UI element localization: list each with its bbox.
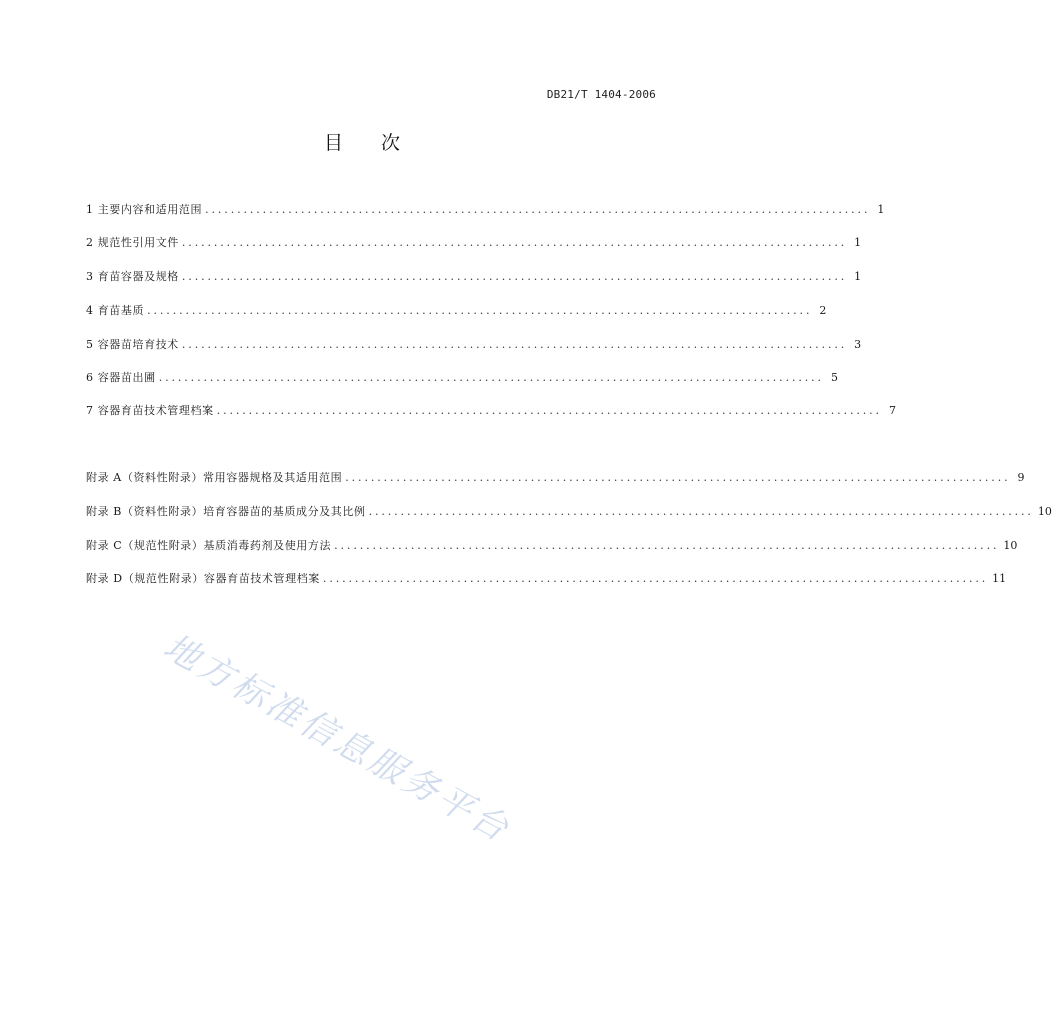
toc-entry-label: 4 育苗基质 xyxy=(86,304,145,317)
toc-entry-page: 2 xyxy=(819,304,827,317)
dot-leader: ........................................................................................................ xyxy=(181,338,848,351)
toc-entry-page: 5 xyxy=(830,371,838,384)
dot-leader: ........................................................................................................ xyxy=(181,236,848,249)
toc-entry-page: 9 xyxy=(1017,471,1025,484)
toc-entry-appendix-d[interactable] xyxy=(86,571,1007,587)
watermark: 地方标准信息服务平台 xyxy=(156,626,518,852)
toc-entry-chapter-5[interactable] xyxy=(86,337,862,353)
toc-entry-chapter-2[interactable] xyxy=(86,235,862,251)
dot-leader: ........................................................................................................ xyxy=(216,404,882,417)
toc-entry-page: 1 xyxy=(854,236,862,249)
toc-entry-page: 11 xyxy=(992,572,1007,585)
toc-entry-appendix-c[interactable] xyxy=(86,538,1018,554)
page-title xyxy=(0,128,724,155)
document-code: DB21/T 1404-2006 xyxy=(546,88,656,101)
toc-entry-label: 6 容器苗出圃 xyxy=(86,371,156,384)
toc-entry-label: 2 规范性引用文件 xyxy=(86,236,179,249)
dot-leader: ........................................................................................................ xyxy=(158,371,824,384)
dot-leader: ........................................................................................................ xyxy=(368,505,1034,518)
dot-leader: ........................................................................................................ xyxy=(334,539,1000,552)
toc-entry-page: 7 xyxy=(888,404,896,417)
dot-leader: ........................................................................................................ xyxy=(147,304,813,317)
dot-leader: ........................................................................................................ xyxy=(181,270,848,283)
dot-leader: ........................................................................................................ xyxy=(205,203,871,216)
toc-entry-page: 10 xyxy=(1003,539,1018,552)
toc-entry-appendix-a[interactable] xyxy=(86,470,1025,486)
toc-entry-chapter-1[interactable] xyxy=(86,202,885,218)
toc-entry-label: 附录 B（资料性附录）培育容器苗的基质成分及其比例 xyxy=(86,505,366,518)
toc-entry-chapter-6[interactable] xyxy=(86,370,838,386)
title-char-1: 目 xyxy=(323,132,343,154)
toc-entry-label: 附录 A（资料性附录）常用容器规格及其适用范围 xyxy=(86,471,343,484)
toc-entry-page: 10 xyxy=(1037,505,1052,518)
toc-entry-label: 附录 C（规范性附录）基质消毒药剂及使用方法 xyxy=(86,539,332,552)
toc-entry-label: 5 容器苗培育技术 xyxy=(86,338,179,351)
title-char-2: 次 xyxy=(381,132,401,154)
dot-leader: ........................................................................................................ xyxy=(322,572,989,585)
toc-entry-page: 1 xyxy=(854,270,862,283)
toc-entry-label: 3 育苗容器及规格 xyxy=(86,270,179,283)
toc-entry-page: 3 xyxy=(854,338,862,351)
toc-entry-page: 1 xyxy=(877,203,885,216)
toc-entry-label: 附录 D（规范性附录）容器育苗技术管理档案 xyxy=(86,572,320,585)
toc-entry-chapter-3[interactable] xyxy=(86,269,862,285)
toc-entry-label: 7 容器育苗技术管理档案 xyxy=(86,404,214,417)
toc-entry-chapter-7[interactable] xyxy=(86,403,896,419)
toc-entry-appendix-b[interactable] xyxy=(86,504,1052,520)
dot-leader: ........................................................................................................ xyxy=(345,471,1011,484)
toc-entry-chapter-4[interactable] xyxy=(86,303,827,319)
toc-entry-label: 1 主要内容和适用范围 xyxy=(86,203,203,216)
